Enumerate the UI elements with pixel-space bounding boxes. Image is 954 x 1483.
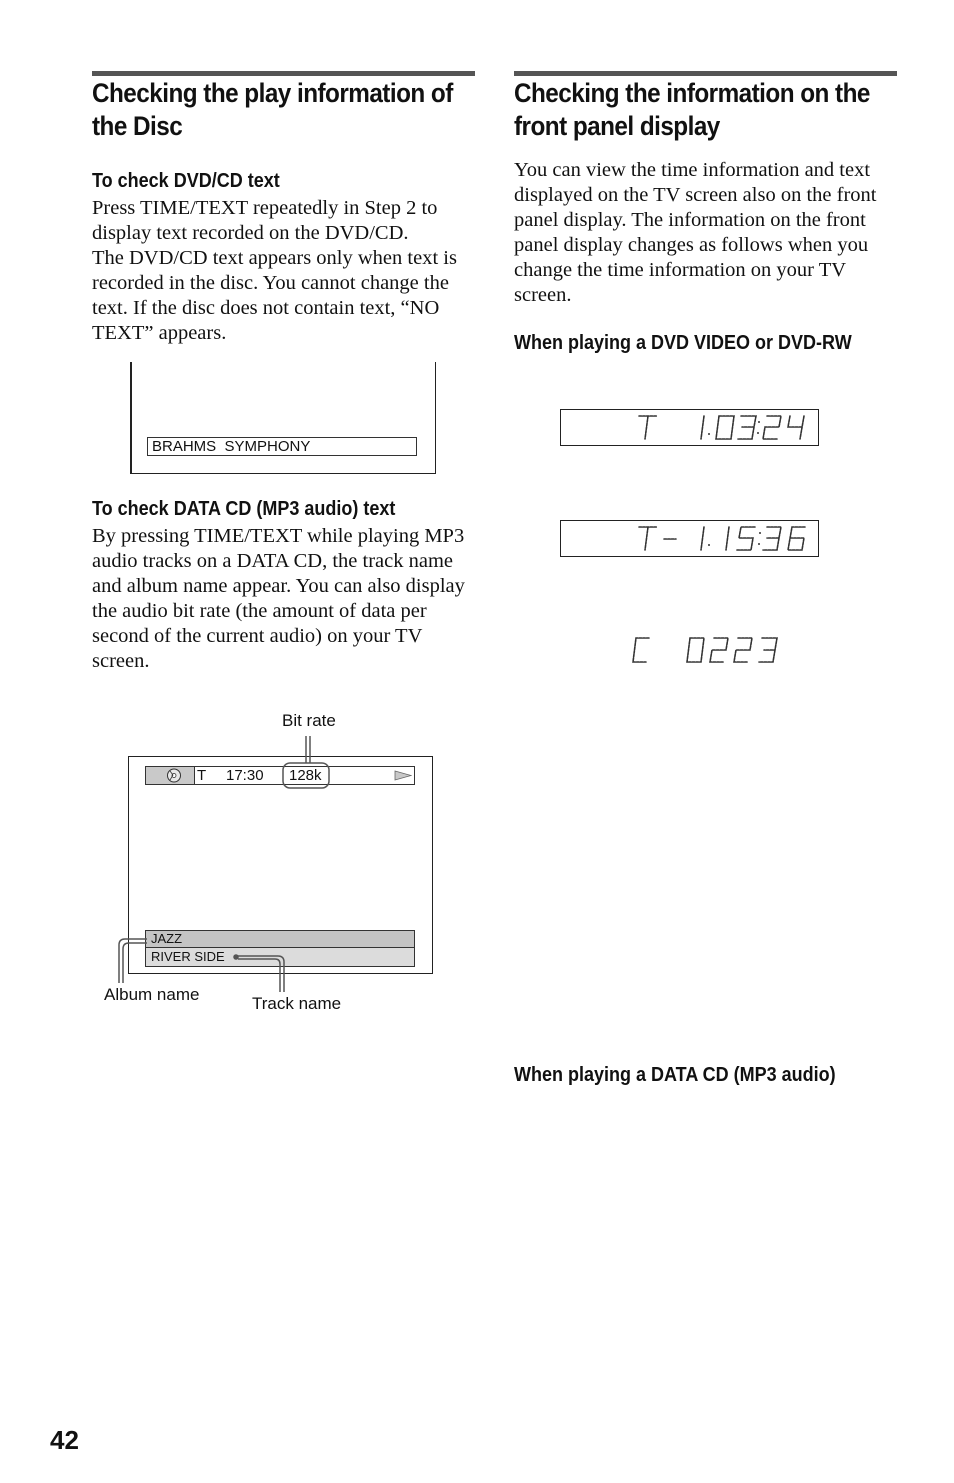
data-cd-line: second of the current audio) on your TV [92, 625, 423, 647]
right-body-line: panel display. The information on the front [514, 209, 866, 231]
bit-rate-callout: Bit rate [282, 711, 336, 730]
page-number: 42 [50, 1425, 79, 1455]
lcd-segments-3 [630, 633, 790, 667]
album-bar: JAZZ [145, 930, 415, 948]
dvd-video-subheading: When playing a DVD VIDEO or DVD-RW [514, 332, 852, 354]
track-bar: RIVER SIDE [145, 948, 415, 967]
front-panel-display-title-time [560, 409, 819, 446]
left-heading-line-2: the Disc [92, 111, 183, 141]
time-mode: T [197, 767, 207, 784]
right-body-line: displayed on the TV screen also on the front [514, 184, 877, 206]
dvd-text-line: display text recorded on the DVD/CD. [92, 222, 409, 244]
right-heading-line-2: front panel display [514, 111, 720, 141]
right-body-line: You can view the time information and text [514, 159, 871, 181]
bit-rate-value: 128k [289, 767, 322, 784]
playback-time: 17:30 [226, 767, 264, 784]
dvd-text-line: TEXT” appears. [92, 322, 227, 344]
left-heading-line-1: Checking the play information of [92, 78, 453, 108]
lcd-segments-1 [561, 410, 817, 444]
dvd-text-line: The DVD/CD text appears only when text is [92, 247, 457, 269]
dvd-text-line: Press TIME/TEXT repeatedly in Step 2 to [92, 197, 438, 219]
right-body-line: change the time information on your TV [514, 259, 847, 281]
data-cd-line: the audio bit rate (the amount of data per [92, 600, 427, 622]
disc-text-bar: BRAHMS SYMPHONY [147, 437, 417, 456]
dvd-text-subheading: To check DVD/CD text [92, 170, 280, 192]
right-body-line: screen. [514, 284, 572, 306]
track-name-callout: Track name [252, 994, 342, 1013]
dvd-text-line: text. If the disc does not contain text, “NO [92, 297, 440, 319]
data-cd-line: audio tracks on a DATA CD, the track name [92, 550, 453, 572]
right-heading-line-1: Checking the information on the [514, 78, 870, 108]
lcd-segments-2 [561, 521, 817, 555]
front-panel-display-chapter [630, 633, 790, 667]
data-cd-subheading: To check DATA CD (MP3 audio) text [92, 498, 396, 520]
data-cd-mp3-subheading: When playing a DATA CD (MP3 audio) [514, 1064, 836, 1086]
front-panel-display-remaining-time [560, 520, 819, 557]
album-name-callout: Album name [104, 985, 200, 1004]
dvd-text-line: recorded in the disc. You cannot change the [92, 272, 449, 294]
data-cd-line: By pressing TIME/TEXT while playing MP3 [92, 525, 465, 547]
data-cd-line: screen. [92, 650, 150, 672]
right-heading-rule [514, 71, 897, 76]
right-body-line: panel display changes as follows when you [514, 234, 869, 256]
right-body [514, 158, 876, 308]
data-cd-line: and album name appear. You can also display [92, 575, 465, 597]
right-heading [514, 77, 870, 143]
